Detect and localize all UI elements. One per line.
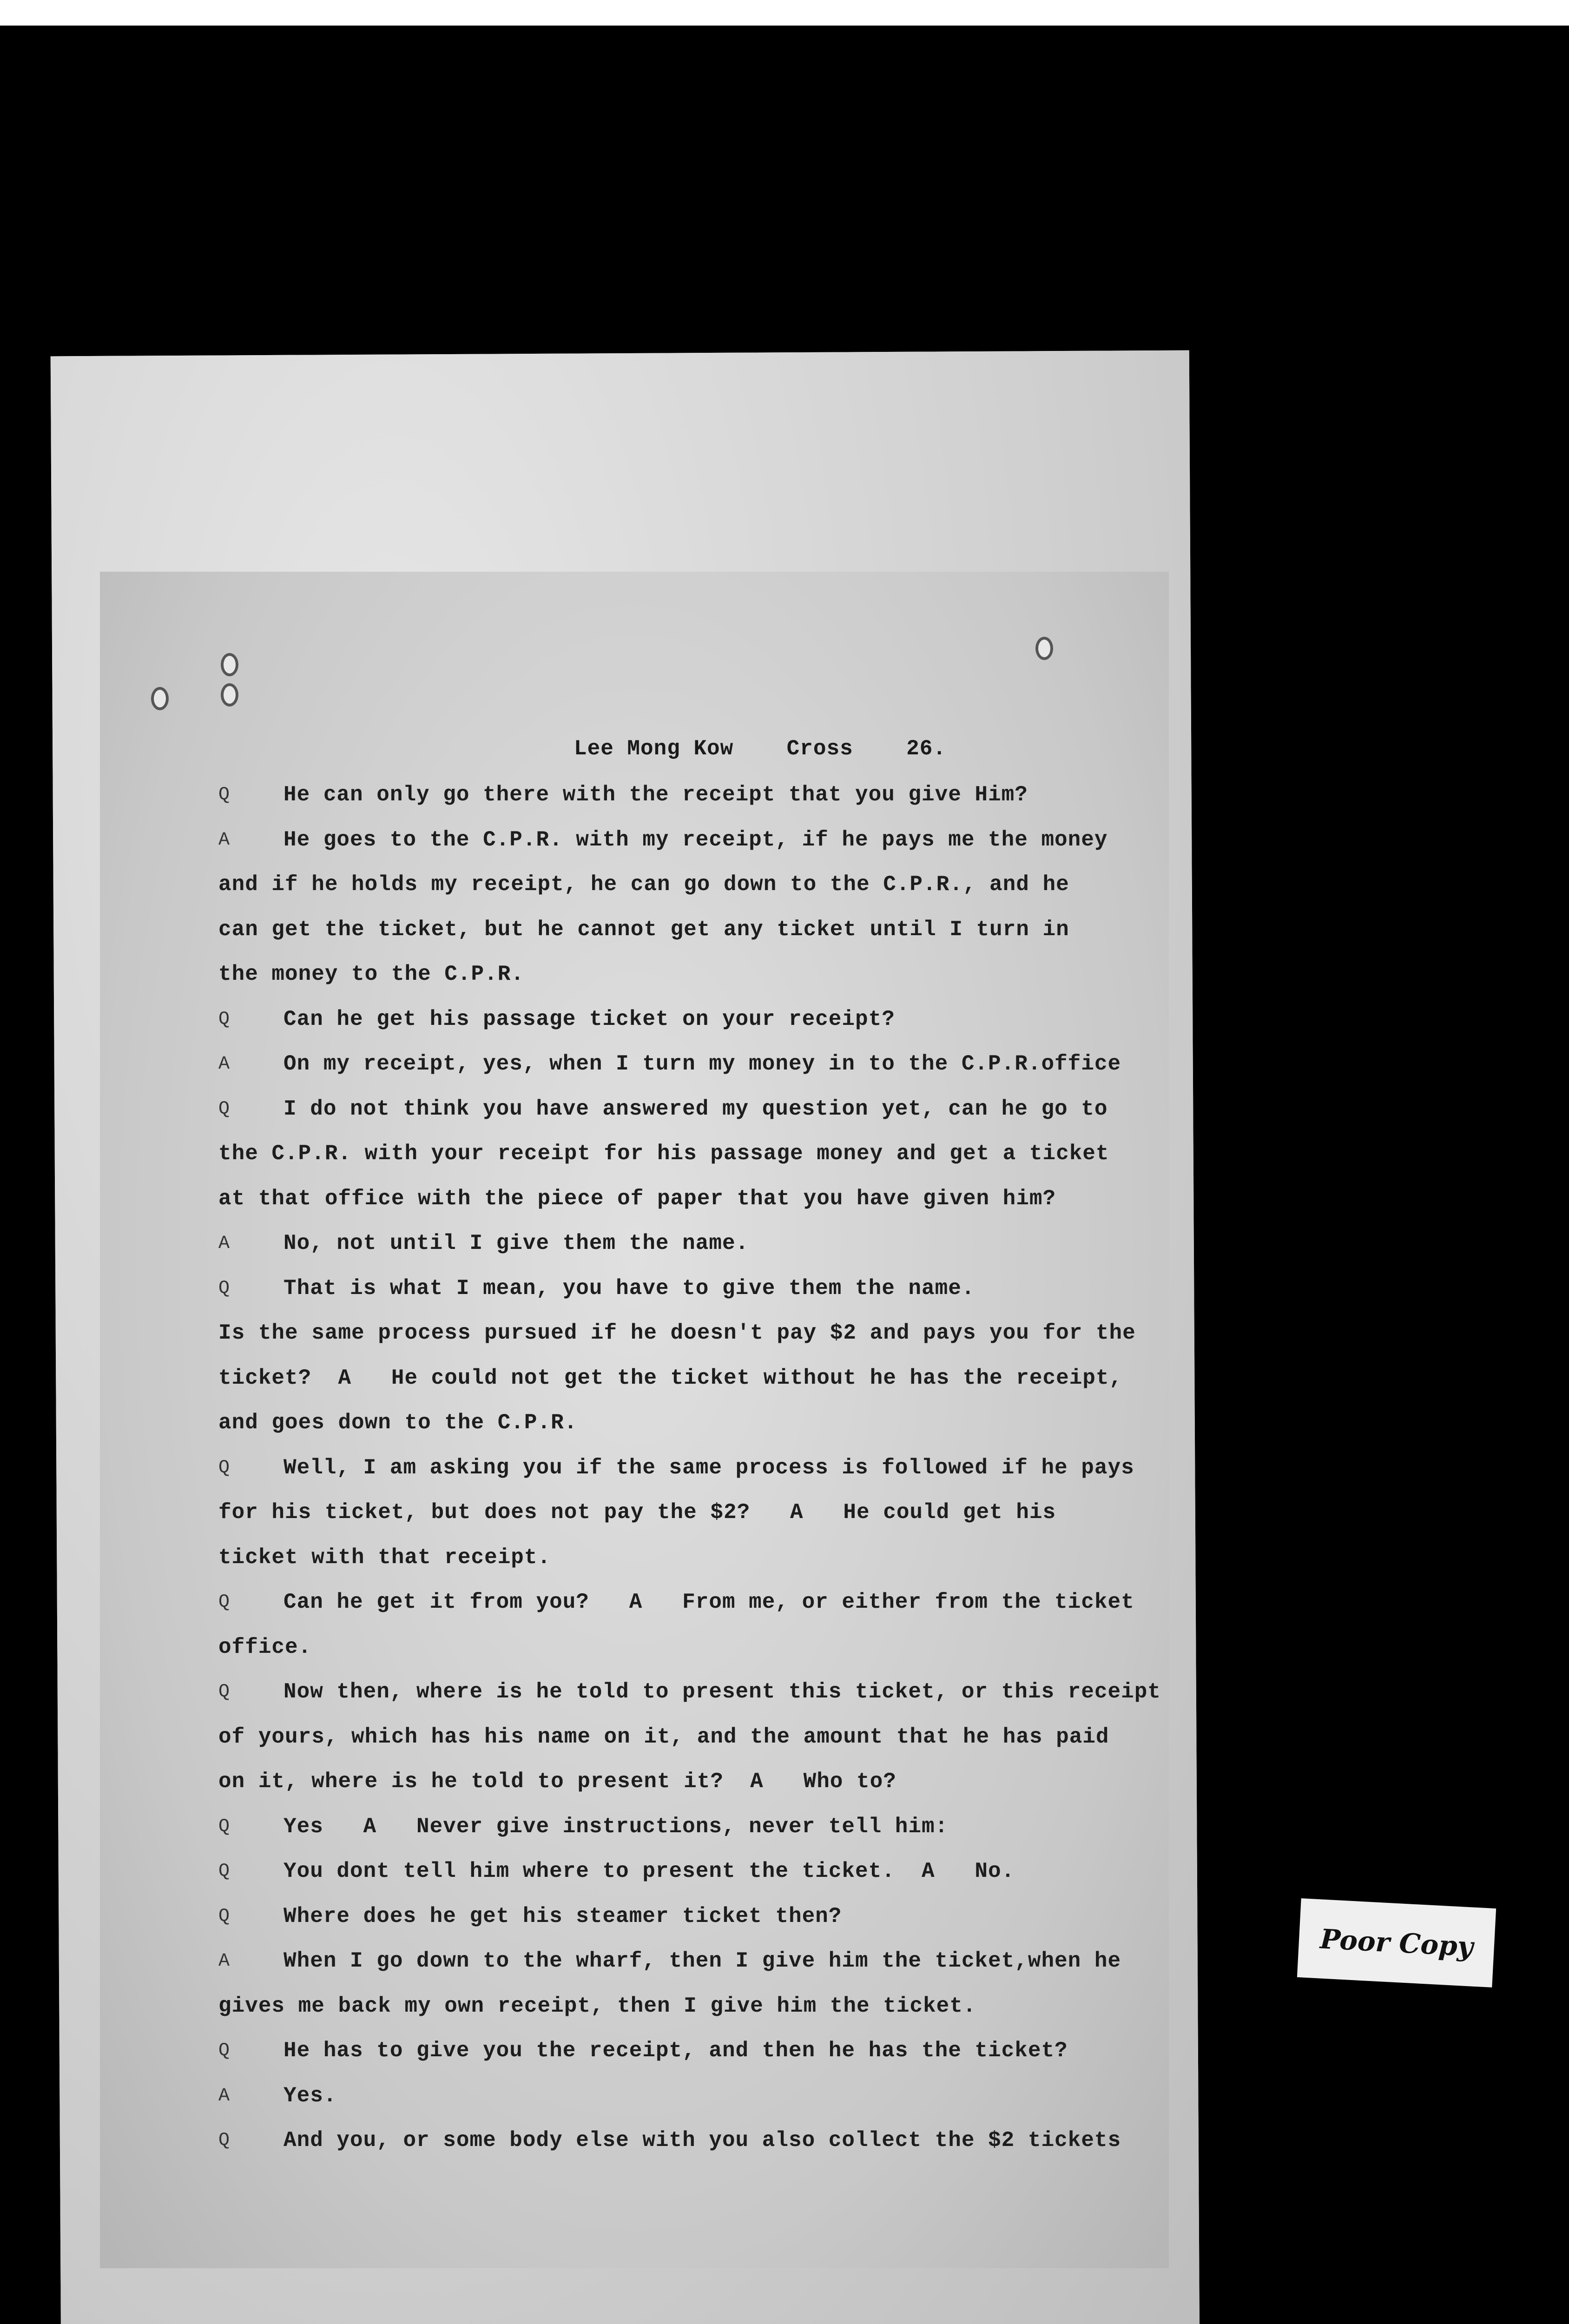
speaker-marker: Q [218, 1457, 230, 1479]
transcript-line: Is the same process pursued if he doesn't pay $2 and pays you for the [218, 1321, 1136, 1345]
poor-copy-note: Poor Copy [1297, 1898, 1496, 1987]
transcript-line: When I go down to the wharf, then I give him the ticket,when he [283, 1949, 1121, 1973]
speaker-marker: A [218, 1054, 230, 1075]
transcript-line: He can only go there with the receipt that you give Him? [283, 783, 1028, 807]
speaker-marker: Q [218, 2040, 230, 2061]
document-header: Lee Mong Kow Cross 26. [574, 737, 946, 761]
speaker-marker: A [218, 1951, 230, 1972]
transcript-line: I do not think you have answered my question yet, can he go to [283, 1096, 1108, 1121]
transcript-line: No, not until I give them the name. [283, 1231, 749, 1255]
transcript-line: Yes. [283, 2083, 337, 2108]
transcript-line: the money to the C.P.R. [218, 962, 524, 986]
transcript-line: Where does he get his steamer ticket then? [283, 1904, 842, 1928]
top-edge-strip [0, 0, 1569, 26]
speaker-marker: Q [218, 785, 230, 805]
transcript-line: can get the ticket, but he cannot get any ticket until I turn in [218, 917, 1069, 942]
transcript-line: And you, or some body else with you also collect the $2 tickets [283, 2128, 1121, 2152]
speaker-marker: A [218, 2085, 230, 2106]
transcript-line: office. [218, 1635, 312, 1659]
speaker-marker: Q [218, 1682, 230, 1703]
transcript-line: That is what I mean, you have to give them the name. [283, 1276, 975, 1301]
speaker-marker: A [218, 1233, 230, 1254]
transcript-line: He has to give you the receipt, and then he has the ticket? [283, 2039, 1068, 2063]
transcript-line: Yes A Never give instructions, never tell him: [283, 1814, 949, 1839]
transcript-line: of yours, which has his name on it, and the amount that he has paid [218, 1724, 1109, 1749]
transcript-line: on it, where is he told to present it? A Who to? [218, 1769, 897, 1794]
punch-hole [221, 683, 238, 706]
transcript-line: and goes down to the C.P.R. [218, 1411, 578, 1435]
punch-hole [221, 653, 238, 676]
transcript-line: for his ticket, but does not pay the $2? A He could get his [218, 1500, 1056, 1525]
transcript-line: Now then, where is he told to present this ticket, or this receipt [283, 1680, 1161, 1704]
transcript-line: at that office with the piece of paper that you have given him? [218, 1186, 1056, 1211]
transcript-line: Well, I am asking you if the same process is followed if he pays [283, 1455, 1134, 1480]
punch-hole [151, 687, 169, 710]
speaker-marker: Q [218, 1861, 230, 1882]
transcript-line: He goes to the C.P.R. with my receipt, if he pays me the money [283, 827, 1108, 852]
transcript-line: the C.P.R. with your receipt for his passage money and get a ticket [218, 1142, 1109, 1166]
punch-hole [1035, 637, 1053, 660]
speaker-marker: Q [218, 1009, 230, 1030]
speaker-marker: Q [218, 1592, 230, 1613]
transcript-line: On my receipt, yes, when I turn my money in to the C.P.R.office [283, 1052, 1121, 1076]
speaker-marker: Q [218, 1816, 230, 1837]
transcript-line: Can he get it from you? A From me, or either from the ticket [283, 1590, 1134, 1614]
transcript-line: ticket with that receipt. [218, 1545, 551, 1570]
transcript-line: and if he holds my receipt, he can go down to the C.P.R., and he [218, 872, 1069, 897]
speaker-marker: Q [218, 2130, 230, 2151]
transcript-line: gives me back my own receipt, then I give him the ticket. [218, 1994, 976, 2018]
speaker-marker: Q [218, 1278, 230, 1299]
transcript-line: You dont tell him where to present the ticket. A No. [283, 1859, 1015, 1883]
transcript-line: Can he get his passage ticket on your receipt? [283, 1007, 895, 1031]
speaker-marker: A [218, 829, 230, 851]
speaker-marker: Q [218, 1098, 230, 1120]
transcript-line: ticket? A He could not get the ticket without he has the receipt, [218, 1366, 1123, 1390]
speaker-marker: Q [218, 1906, 230, 1927]
